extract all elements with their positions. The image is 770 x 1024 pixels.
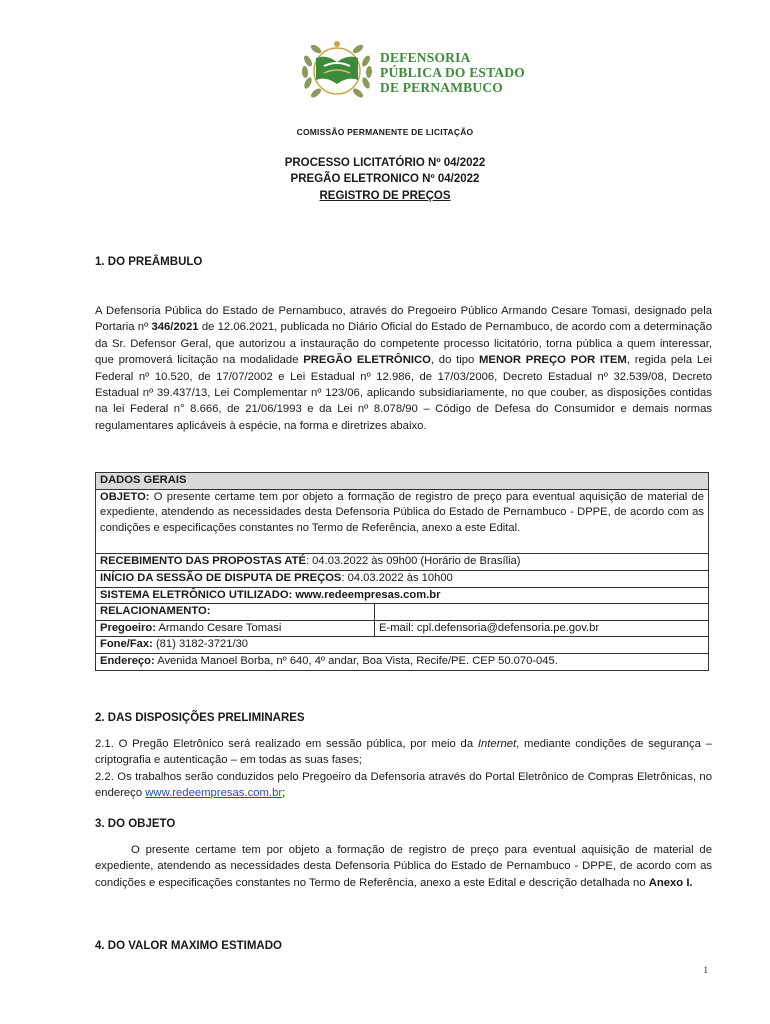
objeto-text: O presente certame tem por objeto a formação de registro de preço para eventual aquisição de material de expediente, atendendo as necessidades desta Defensoria Pública do Estado de Pernambuco - DPPE, de acordo com as condições e especificações constantes no Termo de Referência, anexo a este Edital.	[100, 490, 704, 534]
commission-title: COMISSÃO PERMANENTE DE LICITAÇÃO	[296, 127, 474, 137]
modalidade: PREGÃO ELETRÔNICO	[303, 354, 431, 367]
table-row-objeto	[96, 489, 709, 554]
section-heading-preambulo: 1. DO PREÂMBULO	[95, 256, 203, 268]
paragraph-2-1	[95, 736, 712, 769]
preamble-text: A Defensoria Pública do Estado de Pernambuco, através do Pregoeiro Público Armando Cesare Tomasi, designado pela Portaria nº	[95, 305, 712, 334]
para-text: 2.1. O Pregão Eletrônico será realizado em sessão pública, por meio da	[95, 738, 478, 750]
section-heading-objeto: 3. DO OBJETO	[95, 818, 176, 830]
inicio-value: : 04.03.2022 às 10h00	[341, 571, 453, 584]
recebimento-label: RECEBIMENTO DAS PROPOSTAS ATÉ	[100, 555, 306, 568]
paragraph-2-2	[95, 769, 712, 802]
table-cell-email: E-mail: cpl.defensoria@defensoria.pe.gov.br	[375, 620, 709, 637]
laurel-seal-icon	[298, 36, 376, 106]
table-header: DADOS GERAIS	[96, 473, 709, 490]
table-row-relacionamento	[96, 604, 375, 621]
preamble-paragraph	[95, 303, 712, 434]
table-row-recebimento	[96, 554, 709, 571]
table-row-fone	[96, 637, 709, 654]
pregao-number: PREGÃO ELETRONICO Nº 04/2022	[290, 173, 480, 185]
sistema-label: SISTEMA ELETRÔNICO UTILIZADO: www.redeempresas.com.br	[100, 588, 441, 601]
table-row-endereco	[96, 653, 709, 670]
logo-wordmark	[380, 50, 525, 95]
fone-value: (81) 3182-3721/30	[152, 638, 249, 651]
relacionamento-label: RELACIONAMENTO:	[100, 605, 211, 618]
defensoria-logo	[298, 36, 538, 106]
table-cell-empty	[375, 604, 709, 621]
section-heading-valor: 4. DO VALOR MAXIMO ESTIMADO	[95, 940, 282, 952]
recebimento-value: : 04.03.2022 às 09h00 (Horário de Brasília)	[305, 555, 521, 568]
para-text: O presente certame tem por objeto a formação de registro de preço para eventual aquisição de material de expediente, atendendo as necessidades desta Defensoria Pública do Estado de Pernambuco - DPPE, de acordo com as condições e especificações constantes no Termo de Referência, anexo a este Edital e descrição detalhada no	[95, 844, 712, 889]
pregoeiro-label: Pregoeiro:	[100, 621, 156, 634]
preamble-text: , do tipo	[430, 354, 480, 367]
para-text: 2.2. Os trabalhos serão conduzidos pelo Pregoeiro da Defensoria através do Portal Eletrônico de Compras Eletrônicas, no endereço	[95, 771, 712, 800]
logo-line-2: PÚBLICA DO ESTADO	[380, 65, 525, 80]
anexo-reference: Anexo I.	[648, 876, 693, 889]
table-row-inicio	[96, 570, 709, 587]
preamble-text: , regida pela Lei Federal nº 10.520, de 17/07/2002 e Lei Estadual nº 12.986, de 17/03/2006, Decreto Estadual nº 32.539/08, Decreto Estadual nº 39.437/13, Lei Complementar nº 123/06, aplicando subsidiariamente, no que couber, as disposições contidas na lei Federal n° 8.666, de 21/06/1993 e da Lei nº 8.078/90 – Código de Defesa do Consumidor e demais normas regulamentares aplicáveis à espécie, na forma e diretrizes abaixo.	[95, 354, 712, 432]
endereco-value: Avenida Manoel Borba, nº 640, 4º andar, Boa Vista, Recife/PE. CEP 50.070-045.	[154, 654, 558, 667]
objeto-paragraph	[95, 842, 712, 891]
general-data-table	[95, 472, 709, 671]
pregoeiro-value: Armando Cesare Tomasi	[155, 621, 282, 634]
endereco-label: Endereço:	[100, 654, 155, 667]
fone-label: Fone/Fax:	[100, 638, 153, 651]
page-number: 1	[703, 965, 708, 975]
redeempresas-link[interactable]: www.redeempresas.com.br	[145, 787, 283, 800]
preamble-text: de 12.06.2021, publicada no Diário Oficial do Estado de Pernambuco, de acordo com a determinação da Sr. Defensor Geral, que autorizou a instauração do competente processo licitatório, torna pública a quem interessar, que promoverá licitação na modalidade	[95, 321, 712, 367]
logo-line-1: DEFENSORIA	[380, 50, 471, 65]
registro-title: REGISTRO DE PREÇOS	[319, 190, 451, 202]
table-row-sistema	[96, 587, 709, 604]
process-number: PROCESSO LICITATÓRIO Nº 04/2022	[284, 157, 486, 169]
logo-line-3: DE PERNAMBUCO	[380, 80, 503, 95]
section-heading-disposicoes: 2. DAS DISPOSIÇÕES PRELIMINARES	[95, 712, 305, 724]
portaria-number: 346/2021	[151, 321, 199, 334]
tipo-licitacao: MENOR PREÇO POR ITEM	[479, 354, 627, 367]
objeto-label: OBJETO:	[100, 490, 150, 503]
internet-italic: Internet	[477, 738, 517, 750]
para-text: , mediante condições de segurança – criptografia e autenticação – em todas as suas fases;	[95, 738, 712, 767]
table-cell-pregoeiro	[96, 620, 375, 637]
inicio-label: INÍCIO DA SESSÃO DE DISPUTA DE PREÇOS	[100, 571, 342, 584]
para-text: ;	[282, 787, 286, 800]
